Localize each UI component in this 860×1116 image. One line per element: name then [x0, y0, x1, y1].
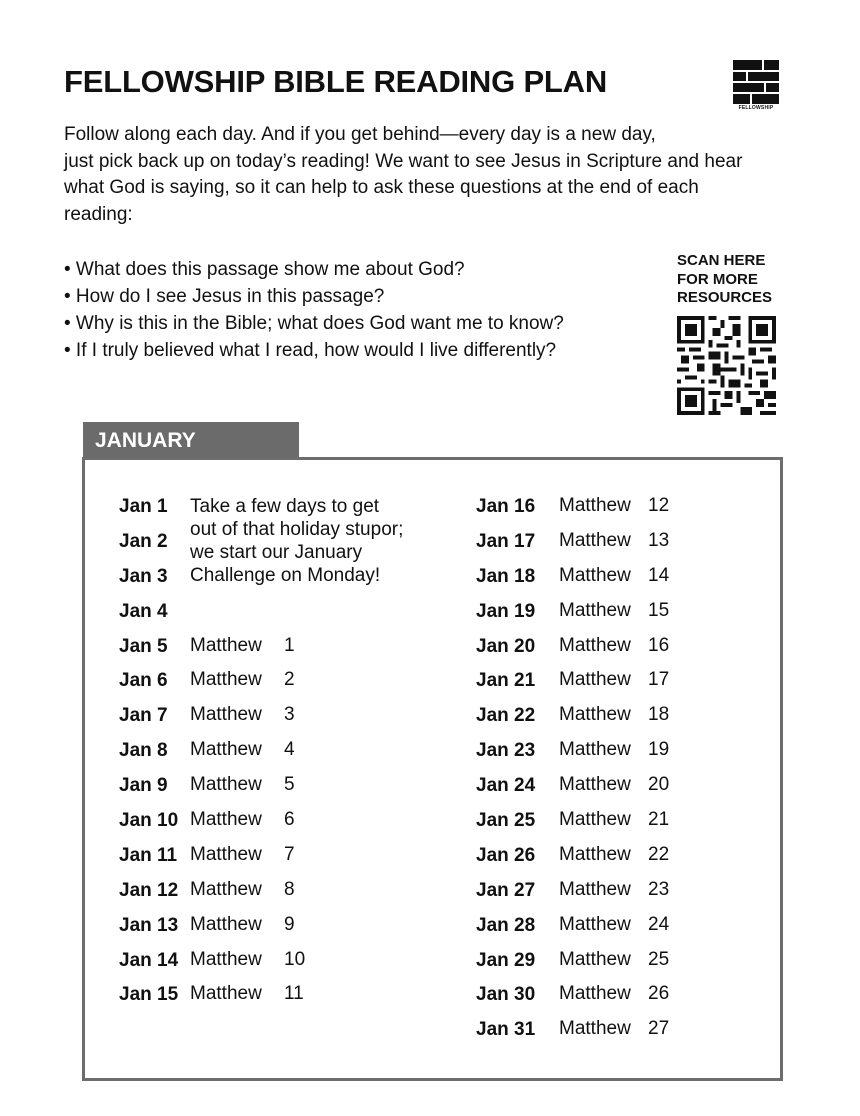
day-label: Jan 11 [119, 844, 178, 866]
book-name: Matthew [559, 843, 631, 865]
book-name: Matthew [190, 704, 262, 726]
day-label: Jan 7 [119, 705, 168, 727]
day-label: Jan 16 [476, 496, 536, 517]
book-name: Matthew [559, 809, 631, 831]
holiday-note: Take a few days to get out of that holiday stupor; we start our January Challenge on Monday! [190, 496, 404, 586]
month-box [82, 457, 783, 1081]
day-label: Jan 17 [476, 530, 536, 552]
book-name: Matthew [559, 1018, 631, 1040]
book-name: Matthew [190, 809, 262, 831]
book-name: Matthew [190, 843, 262, 865]
qr-code-icon [677, 316, 776, 415]
book-name: Matthew [559, 564, 631, 586]
book-name: Matthew [559, 739, 631, 761]
day-label: Jan 13 [119, 914, 179, 936]
day-label: Jan 30 [476, 984, 536, 1006]
chapter-number: 13 [648, 529, 670, 551]
chapter-number: 17 [648, 669, 670, 691]
chapter-number: 6 [284, 809, 295, 831]
day-label: Jan 3 [119, 565, 168, 587]
chapter-number: 23 [648, 878, 670, 900]
day-label: Jan 14 [119, 949, 179, 971]
chapter-number: 22 [648, 843, 670, 865]
chapter-number: 21 [648, 809, 670, 831]
chapter-number: 24 [648, 913, 670, 935]
chapter-number: 18 [648, 704, 670, 726]
intro-line: just pick back up on today’s reading! We want to see Jesus in Scripture and hear [64, 150, 743, 172]
day-label: Jan 12 [119, 879, 179, 901]
book-name: Matthew [190, 878, 262, 900]
book-name: Matthew [559, 913, 631, 935]
intro-paragraph [64, 122, 799, 228]
question-item: • If I truly believed what I read, how would I live differently? [64, 340, 557, 361]
book-name: Matthew [559, 669, 631, 691]
page-title: FELLOWSHIP BIBLE READING PLAN [64, 64, 608, 99]
book-name: Matthew [190, 948, 262, 970]
book-name: Matthew [559, 529, 631, 551]
day-label: Jan 23 [476, 740, 536, 762]
book-name: Matthew [190, 913, 262, 935]
chapter-number: 16 [648, 634, 670, 656]
chapter-number: 10 [284, 948, 306, 970]
reflection-questions [64, 256, 564, 364]
day-label: Jan 18 [476, 565, 536, 587]
book-name: Matthew [559, 704, 631, 726]
question-item: • Why is this in the Bible; what does God want me to know? [64, 313, 564, 334]
book-name: Matthew [559, 983, 631, 1005]
question-item: • How do I see Jesus in this passage? [64, 286, 385, 307]
day-label: Jan 19 [476, 600, 536, 622]
chapter-number: 4 [284, 739, 295, 761]
chapter-number: 15 [648, 599, 670, 621]
day-label: Jan 31 [476, 1019, 536, 1041]
book-name: Matthew [190, 669, 262, 691]
book-name: Matthew [190, 983, 262, 1005]
chapter-number: 12 [648, 495, 670, 516]
day-label: Jan 2 [119, 530, 168, 552]
book-name: Matthew [559, 878, 631, 900]
day-label: Jan 22 [476, 705, 536, 727]
day-label: Jan 9 [119, 775, 168, 797]
chapter-number: 2 [284, 669, 295, 691]
book-name: Matthew [190, 739, 262, 761]
intro-line: what God is saying, so it can help to ask these questions at the end of each [64, 177, 699, 198]
qr-code[interactable] [677, 316, 776, 415]
logo-wordmark: FELLOWSHIP [738, 105, 774, 111]
book-name: Matthew [559, 495, 631, 516]
day-label: Jan 5 [119, 635, 168, 657]
fellowship-logo [733, 60, 779, 111]
scan-line: FOR MORE [677, 270, 758, 288]
day-label: Jan 15 [119, 984, 179, 1006]
question-item: • What does this passage show me about God? [64, 259, 465, 280]
intro-line: reading: [64, 203, 133, 225]
day-label: Jan 25 [476, 810, 536, 832]
book-name: Matthew [559, 634, 631, 656]
chapter-number: 14 [648, 564, 670, 586]
chapter-number: 9 [284, 913, 295, 935]
book-name: Matthew [559, 948, 631, 970]
day-label: Jan 4 [119, 600, 168, 622]
chapter-number: 7 [284, 843, 295, 865]
scan-line: RESOURCES [677, 289, 773, 306]
chapter-number: 20 [648, 774, 670, 796]
day-label: Jan 20 [476, 635, 536, 657]
scan-caption [677, 252, 772, 308]
intro-line: Follow along each day. And if you get behind—every day is a new day, [64, 124, 656, 145]
scan-line: SCAN HERE [677, 252, 766, 269]
day-label: Jan 21 [476, 670, 536, 692]
day-label: Jan 1 [119, 496, 168, 517]
chapter-number: 26 [648, 983, 670, 1005]
day-label: Jan 26 [476, 844, 536, 866]
day-label: Jan 27 [476, 879, 536, 901]
chapter-number: 27 [648, 1018, 670, 1040]
day-label: Jan 29 [476, 949, 536, 971]
brick-logo-icon [733, 60, 779, 104]
day-label: Jan 24 [476, 775, 536, 797]
book-name: Matthew [559, 774, 631, 796]
chapter-number: 1 [284, 634, 295, 656]
day-label: Jan 28 [476, 914, 536, 936]
chapter-number: 3 [284, 704, 295, 726]
day-label: Jan 6 [119, 670, 168, 692]
day-label: Jan 10 [119, 810, 179, 832]
chapter-number: 19 [648, 739, 670, 761]
chapter-number: 8 [284, 878, 295, 900]
book-name: Matthew [190, 634, 262, 656]
book-name: Matthew [559, 599, 631, 621]
chapter-number: 5 [284, 774, 295, 796]
chapter-number: 25 [648, 948, 670, 970]
chapter-number: 11 [284, 983, 304, 1005]
book-name: Matthew [190, 774, 262, 796]
day-label: Jan 8 [119, 740, 168, 762]
month-tab: JANUARY [83, 422, 299, 459]
